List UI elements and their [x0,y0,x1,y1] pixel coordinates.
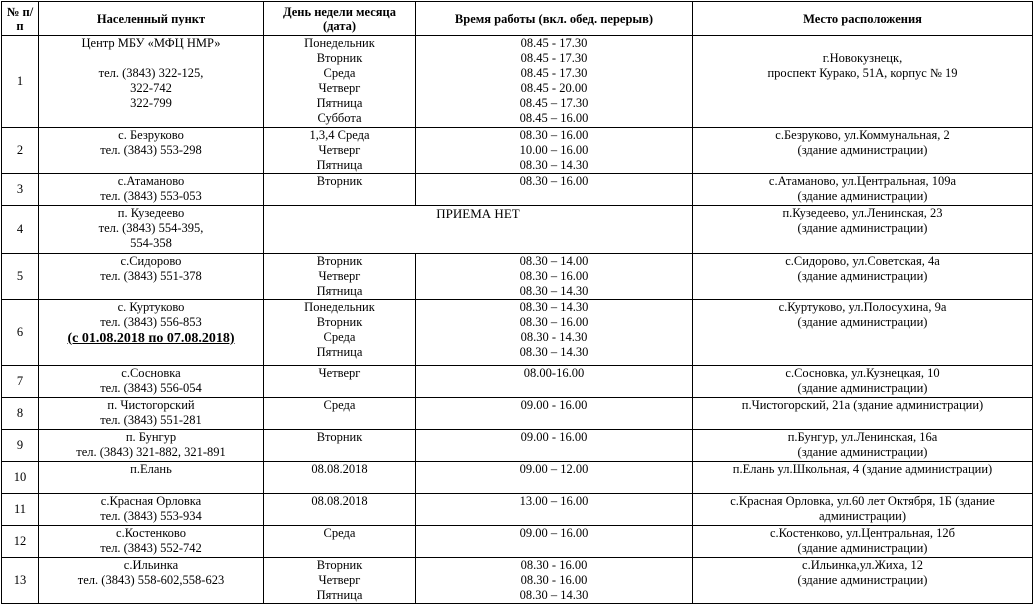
locality-line: тел. (3843) 553-053 [100,189,202,203]
day-line: Суббота [317,111,362,125]
address-line [695,36,1030,51]
locality-cell [39,526,264,558]
locality-line: с.Сидорово [120,254,182,268]
locality-line: тел. (3843) 554-395, [98,221,204,235]
address-line: п.Бунгур, ул.Ленинская, 16а [787,430,938,444]
hours-line: 08.45 - 17.30 [520,36,588,50]
address-cell [693,254,1033,300]
locality-line: с. Куртуково [117,300,185,314]
address-line: (здание администрации) [797,189,928,203]
address-line: (здание администрации) [797,573,928,587]
address-cell [693,366,1033,398]
hours-line: 08.45 – 17.30 [519,96,589,110]
address-cell [693,430,1033,462]
locality-cell [39,206,264,254]
hours-line: 08.30 – 16.00 [519,269,589,283]
locality-line: тел. (3843) 556-054 [100,381,202,395]
hours-line: 08.30 – 14.30 [519,588,589,602]
locality-cell [39,366,264,398]
day-line: Вторник [316,430,363,444]
table-row [2,558,1033,604]
address-line: с.Атаманово, ул.Центральная, 109а [768,174,957,188]
hours-line: 08.30 – 16.00 [519,315,589,329]
hours-line: 08.00-16.00 [523,366,585,380]
day-line: Четверг [318,269,361,283]
header-row [2,2,1033,36]
days-cell [264,36,416,128]
day-line: Вторник [316,174,363,188]
hours-line: 08.30 – 14.00 [519,254,589,268]
row-number: 12 [2,526,39,558]
hours-line: 08.45 - 20.00 [520,81,588,95]
days-cell [264,462,416,494]
hours-cell [416,36,693,128]
day-line: Четверг [318,81,361,95]
address-cell [693,36,1033,128]
address-cell [693,526,1033,558]
address-line: (здание администрации) [797,445,928,459]
address-cell [693,174,1033,206]
day-line: Вторник [316,51,363,65]
address-line: с.Сосновка, ул.Кузнецкая, 10 [785,366,940,380]
hours-line: 08.45 – 16.00 [519,111,589,125]
days-cell [264,526,416,558]
days-cell [264,300,416,366]
hours-cell [416,430,693,462]
locality-line: с.Костенково [116,526,186,540]
row-number: 3 [2,174,39,206]
address-line: (здание администрации) [797,221,928,235]
header-days: День недели месяца (дата) [264,2,416,36]
row-number: 11 [2,494,39,526]
locality-line: п.Елань [130,462,172,476]
address-line: (здание администрации) [797,269,928,283]
address-line: с.Ильинка,ул.Жиха, 12 [802,558,923,572]
day-line: Понедельник [304,36,375,50]
address-line: с.Безруково, ул.Коммунальная, 2 [775,128,950,142]
table-row [2,526,1033,558]
table-row [2,206,1033,254]
table-row [2,254,1033,300]
hours-cell [416,128,693,174]
day-line: Вторник [316,315,363,329]
table-row [2,462,1033,494]
address-cell [693,128,1033,174]
hours-cell [416,300,693,366]
row-number: 4 [2,206,39,254]
locality-line: п. Кузедеево [117,206,185,220]
day-line: Среда [323,66,356,80]
table-row [2,494,1033,526]
day-line: Вторник [316,558,363,572]
address-line: администрации) [818,509,907,523]
locality-cell [39,128,264,174]
address-cell [693,206,1033,254]
days-cell [264,128,416,174]
row-number: 8 [2,398,39,430]
hours-line: 08.45 - 17.30 [520,51,588,65]
hours-line: 09.00 - 16.00 [520,430,588,444]
day-line: Пятница [316,158,363,172]
hours-line: 10.00 – 16.00 [519,143,589,157]
day-line: Четверг [318,366,361,380]
days-cell [264,398,416,430]
locality-line: с.Сосновка [121,366,181,380]
address-line: (здание администрации) [797,381,928,395]
locality-cell [39,494,264,526]
header-locality: Населенный пункт [39,2,264,36]
hours-cell [416,174,693,206]
address-line: с.Сидорово, ул.Советская, 4а [785,254,940,268]
hours-line: 08.30 – 14.30 [519,284,589,298]
day-line: Пятница [316,588,363,602]
address-line: с.Костенково, ул.Центральная, 12б [769,526,956,540]
locality-cell [39,300,264,366]
days-cell [264,366,416,398]
row-number: 10 [2,462,39,494]
day-line: 08.08.2018 [311,462,368,476]
row-number: 2 [2,128,39,174]
hours-line: 08.30 – 14.30 [519,158,589,172]
table-row [2,128,1033,174]
locality-line: с.Красная Орловка [100,494,202,508]
address-line: с.Куртуково, ул.Полосухина, 9а [778,300,947,314]
table-row [2,36,1033,128]
locality-cell [39,36,264,128]
address-cell [693,462,1033,494]
hours-line: 08.45 - 17.30 [520,66,588,80]
address-line: проспект Курако, 51А, корпус № 19 [767,66,958,80]
day-line: Пятница [316,284,363,298]
hours-cell [416,366,693,398]
row-number: 7 [2,366,39,398]
locality-line: с. Безруково [118,128,184,142]
days-cell [264,430,416,462]
day-line: Пятница [316,345,363,359]
days-cell [264,174,416,206]
hours-cell [416,398,693,430]
locality-line: тел. (3843) 321-882, 321-891 [76,445,226,459]
locality-line: с.Атаманово [117,174,185,188]
row-number: 13 [2,558,39,604]
hours-line: 13.00 – 16.00 [519,494,589,508]
day-line: Пятница [316,96,363,110]
days-cell [264,494,416,526]
address-line: г.Новокузнецк, [822,51,903,65]
hours-cell [416,526,693,558]
day-line: Среда [323,526,356,540]
address-line: п.Елань ул.Школьная, 4 (здание администрации) [732,462,993,476]
hours-line: 08.30 - 14.30 [520,330,588,344]
address-cell [693,300,1033,366]
row-number: 9 [2,430,39,462]
address-line: п.Кузедеево, ул.Ленинская, 23 [782,206,943,220]
row-number: 6 [2,300,39,366]
locality-line: п. Чистогорский [107,398,195,412]
hours-line: 08.30 - 16.00 [520,573,588,587]
day-line: Понедельник [304,300,375,314]
address-line: п.Чистогорский, 21а (здание администрации) [741,398,984,412]
table-row [2,174,1033,206]
no-reception-cell: ПРИЕМА НЕТ [264,206,693,254]
day-line: Вторник [316,254,363,268]
schedule-table [1,1,1033,604]
locality-line: с.Ильинка [123,558,179,572]
locality-cell [39,174,264,206]
header-hours: Время работы (вкл. обед. перерыв) [416,2,693,36]
locality-line: тел. (3843) 553-298 [100,143,202,157]
hours-cell [416,494,693,526]
table-row [2,300,1033,366]
hours-line: 08.30 – 14.30 [519,300,589,314]
hours-cell [416,254,693,300]
days-cell [264,254,416,300]
locality-line: тел. (3843) 551-281 [100,413,202,427]
address-line: с.Красная Орловка, ул.60 лет Октября, 1Б (здание [730,494,995,508]
locality-line: тел. (3843) 553-934 [100,509,202,523]
day-line: Среда [323,330,356,344]
table-row [2,398,1033,430]
hours-line: 08.30 – 16.00 [519,128,589,142]
header-address: Место расположения [693,2,1033,36]
hours-cell [416,558,693,604]
locality-cell [39,462,264,494]
locality-line: 322-799 [130,96,172,110]
day-line: Четверг [318,143,361,157]
locality-line: 322-742 [130,81,172,95]
table-row [2,430,1033,462]
locality-line: Центр МБУ «МФЦ НМР» [81,36,221,50]
locality-cell [39,558,264,604]
locality-line: 554-358 [130,236,172,250]
locality-cell [39,254,264,300]
address-cell [693,558,1033,604]
address-line: (здание администрации) [797,315,928,329]
hours-line: 09.00 – 12.00 [519,462,589,476]
hours-cell [416,462,693,494]
locality-cell [39,430,264,462]
day-line: 1,3,4 Среда [309,128,370,142]
row-number: 5 [2,254,39,300]
locality-line [41,51,261,66]
hours-line: 09.00 - 16.00 [520,398,588,412]
day-line: Четверг [318,573,361,587]
day-line: Среда [323,398,356,412]
address-line: (здание администрации) [797,143,928,157]
schedule-body [2,36,1033,604]
hours-line: 08.30 – 16.00 [519,174,589,188]
locality-line: тел. (3843) 551-378 [100,269,202,283]
locality-line: тел. (3843) 556-853 [100,315,202,329]
days-cell [264,558,416,604]
locality-line: тел. (3843) 322-125, [98,66,204,80]
hours-line: 08.30 - 16.00 [520,558,588,572]
hours-line: 08.30 – 14.30 [519,345,589,359]
address-cell [693,398,1033,430]
day-line: 08.08.2018 [311,494,368,508]
address-cell [693,494,1033,526]
table-row [2,366,1033,398]
locality-line: п. Бунгур [125,430,177,444]
header-num: № п/п [2,2,39,36]
locality-line: тел. (3843) 552-742 [100,541,202,555]
locality-line: тел. (3843) 558-602,558-623 [77,573,225,587]
hours-line: 09.00 – 16.00 [519,526,589,540]
period-note: (с 01.08.2018 по 07.08.2018) [67,331,235,346]
row-number: 1 [2,36,39,128]
locality-cell [39,398,264,430]
address-line: (здание администрации) [797,541,928,555]
